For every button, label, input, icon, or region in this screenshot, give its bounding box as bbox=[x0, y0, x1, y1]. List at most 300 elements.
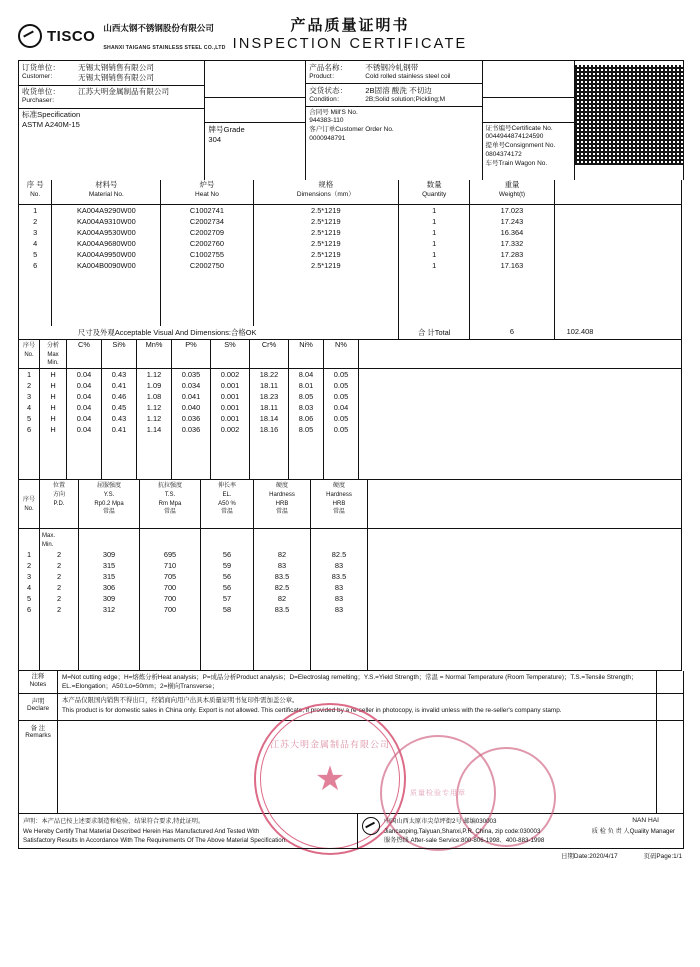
row-material: KA004A9680W00 bbox=[52, 238, 161, 249]
row-heat: C2002750 bbox=[161, 260, 253, 271]
condition-row bbox=[306, 84, 481, 107]
table-row bbox=[19, 205, 682, 217]
chem-ni: 8.05 bbox=[289, 391, 324, 402]
mech-no: 2 bbox=[19, 560, 40, 571]
table-row bbox=[19, 413, 682, 424]
chem-mn: 1.12 bbox=[137, 413, 172, 424]
mech-pd-l3: P.D. bbox=[53, 500, 65, 507]
row-dim: 2.5*1219 bbox=[253, 227, 399, 238]
quality-manager-label: 质 检 负 责 人Quality Manager bbox=[591, 827, 675, 835]
mech-no: 4 bbox=[19, 582, 40, 593]
footer-declare-cn: 声明：本产品已按上述要求制造和检验，结果符合要求,特此证明。 bbox=[23, 818, 205, 826]
row-dim: 2.5*1219 bbox=[253, 205, 399, 217]
chem-mn: 1.14 bbox=[137, 424, 172, 435]
mech-hrb2-l3: HRB bbox=[332, 500, 346, 507]
chem-type: H bbox=[40, 413, 67, 424]
row-material: KA004A9530W00 bbox=[52, 227, 161, 238]
row-no: 6 bbox=[19, 260, 52, 271]
mech-pd: 2 bbox=[40, 604, 79, 615]
row-qty: 1 bbox=[399, 205, 470, 217]
table-row bbox=[19, 560, 682, 571]
material-table-footer bbox=[19, 326, 682, 340]
mech-no: 3 bbox=[19, 571, 40, 582]
info-col-customer bbox=[19, 61, 205, 180]
row-no: 3 bbox=[19, 227, 52, 238]
mech-el-l1: 伸长率 bbox=[217, 482, 236, 489]
declare-text-cn: 本产品仅限国内销售不得出口，经销商向用户出具本质量证明书复印件需加盖公章。 bbox=[62, 697, 299, 705]
footer-service: 服务热线 After-sale Service:800-806-1998、400-883-1998 bbox=[384, 836, 545, 844]
mech-ys: 315 bbox=[79, 571, 140, 582]
cert-label: 证书编号Certificate No. bbox=[485, 124, 553, 132]
row-no: 5 bbox=[19, 249, 52, 260]
chem-ni: 8.05 bbox=[289, 424, 324, 435]
row-weight: 17.283 bbox=[470, 249, 554, 260]
date-value: 2020/4/17 bbox=[589, 853, 618, 861]
row-heat: C2002760 bbox=[161, 238, 253, 249]
spacer-row bbox=[19, 271, 682, 282]
receiver-label-en: Purchaser： bbox=[22, 97, 59, 105]
spacer-row bbox=[19, 626, 682, 637]
cert-value: 0044944874124590 bbox=[485, 133, 544, 141]
mill-value: 944383-110 bbox=[309, 117, 344, 125]
mill-order-row bbox=[306, 107, 481, 164]
mech-ts-l1: 抗拉强度 bbox=[157, 482, 182, 489]
tisco-logo bbox=[18, 18, 226, 54]
order-unit-value: 无锡太钢销售有限公司 bbox=[78, 62, 154, 72]
chem-s: 0.001 bbox=[211, 380, 250, 391]
chem-si: 0.43 bbox=[102, 368, 137, 380]
spec-row bbox=[19, 109, 204, 166]
qr-code bbox=[575, 65, 683, 165]
order-unit-row bbox=[19, 61, 204, 86]
chem-p: 0.041 bbox=[172, 391, 211, 402]
spacer-row bbox=[19, 304, 682, 315]
brand-name: TISCO bbox=[47, 27, 96, 45]
chem-el-3: P% bbox=[172, 340, 211, 368]
material-table bbox=[18, 180, 682, 340]
visual-dimension-result: 尺寸及外观Acceptable Visual And Dimensions:合格OK bbox=[52, 326, 399, 340]
chemical-table bbox=[18, 340, 682, 480]
table-row bbox=[19, 604, 682, 615]
mech-hrb2: 83.5 bbox=[311, 571, 368, 582]
chem-col-analysis-max: Max bbox=[47, 351, 59, 358]
condition-label-en: Condition： bbox=[309, 95, 344, 103]
chem-p: 0.035 bbox=[172, 368, 211, 380]
table-row bbox=[19, 549, 682, 560]
grade-value: 304 bbox=[208, 134, 222, 144]
mech-hrb2: 83 bbox=[311, 582, 368, 593]
chem-si: 0.41 bbox=[102, 424, 137, 435]
table-row bbox=[19, 582, 682, 593]
row-weight: 17.023 bbox=[470, 205, 554, 217]
mech-hrb1: 83.5 bbox=[254, 604, 311, 615]
chem-el-6: Ni% bbox=[289, 340, 324, 368]
mech-no: 5 bbox=[19, 593, 40, 604]
mech-el: 56 bbox=[201, 582, 254, 593]
chem-c: 0.04 bbox=[67, 391, 102, 402]
spacer-row bbox=[19, 468, 682, 480]
mech-ys: 312 bbox=[79, 604, 140, 615]
chem-n: 0.05 bbox=[324, 413, 359, 424]
chem-n: 0.05 bbox=[324, 424, 359, 435]
chem-no: 3 bbox=[19, 391, 40, 402]
col-heat-en: Heat No bbox=[195, 190, 219, 198]
chem-ni: 8.03 bbox=[289, 402, 324, 413]
info-col-cert bbox=[483, 61, 575, 180]
footer-declare-en2: Satisfactory Results In Accordance With The Requirements Of The Above Material Specification. bbox=[23, 836, 287, 844]
info-col-product bbox=[306, 61, 482, 180]
chem-el-7: N% bbox=[324, 340, 359, 368]
notes-text: M=Not cutting edge；H=熔炼分析Heat analysis；P=成品分析Product analysis；D=Electroslag remelting；Y.S.=Yield Strength；常温 = Normal Temperature (Room Temperature)；T.S.=Tensile Strength；EL.=Elongation；A50:Lo=50mm；2=横向Transverse； bbox=[62, 673, 638, 691]
row-qty: 1 bbox=[399, 260, 470, 271]
grade-blank-top bbox=[205, 61, 305, 98]
mech-pd: 2 bbox=[40, 560, 79, 571]
mechanical-table bbox=[18, 480, 682, 671]
table-row bbox=[19, 424, 682, 435]
chem-cr: 18.23 bbox=[250, 391, 289, 402]
customer-order-value: 0000948791 bbox=[309, 134, 346, 142]
mech-min-label: Min. bbox=[42, 541, 54, 548]
row-weight: 17.332 bbox=[470, 238, 554, 249]
chem-cr: 18.11 bbox=[250, 402, 289, 413]
grade-label: 牌号Grade bbox=[208, 124, 245, 134]
chem-el-2: Mn% bbox=[137, 340, 172, 368]
cert-blank-top bbox=[483, 61, 574, 98]
wagon-label: 车号Train Wagon No. bbox=[485, 159, 548, 167]
table-row bbox=[19, 227, 682, 238]
remarks-block bbox=[18, 721, 684, 814]
col-qty-en: Quantity bbox=[422, 190, 447, 198]
chem-el-4: S% bbox=[211, 340, 250, 368]
chem-no: 2 bbox=[19, 380, 40, 391]
chem-type: H bbox=[40, 368, 67, 380]
table-row bbox=[19, 391, 682, 402]
table-row bbox=[19, 216, 682, 227]
col-no-cn: 序 号 bbox=[26, 180, 44, 189]
col-heat-cn: 炉号 bbox=[199, 180, 215, 189]
mech-hrb2: 83 bbox=[311, 604, 368, 615]
mech-no: 6 bbox=[19, 604, 40, 615]
mech-pd-l1: 位置 bbox=[52, 482, 65, 489]
chem-cr: 18.11 bbox=[250, 380, 289, 391]
mech-hrb1-l3: HRB bbox=[275, 500, 289, 507]
material-table-header bbox=[19, 180, 682, 205]
chem-s: 0.001 bbox=[211, 391, 250, 402]
row-weight: 17.163 bbox=[470, 260, 554, 271]
table-row bbox=[19, 249, 682, 260]
chem-cr: 18.16 bbox=[250, 424, 289, 435]
chem-mn: 1.09 bbox=[137, 380, 172, 391]
chem-el-5: Cr% bbox=[250, 340, 289, 368]
spacer-row bbox=[19, 615, 682, 626]
seal-star-icon: ★ bbox=[314, 760, 346, 799]
chem-c: 0.04 bbox=[67, 380, 102, 391]
chem-p: 0.036 bbox=[172, 413, 211, 424]
order-info-block bbox=[18, 60, 684, 180]
mech-hrb2-l1: 硬度 bbox=[332, 482, 345, 489]
mech-hrb1: 82.5 bbox=[254, 582, 311, 593]
chem-mn: 1.12 bbox=[137, 402, 172, 413]
chem-c: 0.04 bbox=[67, 402, 102, 413]
grade-blank-mid bbox=[205, 98, 305, 123]
chem-s: 0.002 bbox=[211, 368, 250, 380]
mech-ts: 700 bbox=[140, 582, 201, 593]
row-qty: 1 bbox=[399, 227, 470, 238]
mech-ys: 309 bbox=[79, 549, 140, 560]
chem-s: 0.001 bbox=[211, 413, 250, 424]
seal-company-text: 江苏大明金属制品有限公司 bbox=[269, 739, 390, 750]
grade-row bbox=[205, 123, 305, 180]
product-label-cn: 产品名称： bbox=[309, 62, 348, 72]
mech-el: 57 bbox=[201, 593, 254, 604]
mech-hrb2: 83 bbox=[311, 560, 368, 571]
chem-col-no-cn: 序号 bbox=[22, 343, 35, 349]
product-label-en: Product： bbox=[309, 72, 339, 80]
chem-col-no-en: No. bbox=[24, 351, 34, 358]
chem-p: 0.034 bbox=[172, 380, 211, 391]
page-field bbox=[644, 851, 682, 860]
date-field bbox=[561, 851, 618, 860]
mech-ts: 700 bbox=[140, 604, 201, 615]
chem-n: 0.05 bbox=[324, 391, 359, 402]
cert-blank-mid bbox=[483, 98, 574, 123]
cert-row bbox=[483, 123, 574, 180]
mech-pd: 2 bbox=[40, 593, 79, 604]
page-label: 页码Page: bbox=[643, 853, 674, 861]
footer-block bbox=[18, 814, 684, 849]
row-dim: 2.5*1219 bbox=[253, 216, 399, 227]
consignment-label: 提单号Consignment No. bbox=[485, 142, 556, 150]
chem-no: 5 bbox=[19, 413, 40, 424]
title-cn: 产品质量证明书 bbox=[290, 17, 410, 34]
order-unit-label-cn: 订货单位： bbox=[22, 62, 60, 72]
condition-value-cn: 2B固溶 酸洗 不切边 bbox=[365, 85, 432, 95]
total-weight: 102.408 bbox=[566, 327, 594, 336]
receiver-row bbox=[19, 86, 204, 109]
mech-hrb1: 82 bbox=[254, 549, 311, 560]
notes-label bbox=[19, 671, 58, 694]
mech-pd-l2: 方向 bbox=[52, 491, 65, 498]
row-qty: 1 bbox=[399, 216, 470, 227]
mech-ts: 710 bbox=[140, 560, 201, 571]
notes-label-cn: 注释 bbox=[31, 672, 45, 680]
table-row bbox=[19, 402, 682, 413]
chem-ni: 8.01 bbox=[289, 380, 324, 391]
mech-ts-l2: T.S. bbox=[164, 491, 176, 498]
page-value: 1/1 bbox=[673, 853, 682, 861]
tisco-mark-icon bbox=[18, 24, 42, 48]
notes-block bbox=[18, 671, 684, 695]
mech-pd: 2 bbox=[40, 549, 79, 560]
row-no: 2 bbox=[19, 216, 52, 227]
mech-el: 56 bbox=[201, 549, 254, 560]
chem-no: 6 bbox=[19, 424, 40, 435]
row-heat: C2002734 bbox=[161, 216, 253, 227]
mech-hrb1-l1: 硬度 bbox=[275, 482, 288, 489]
mech-el-l2: EL. bbox=[222, 491, 232, 498]
mech-no: 1 bbox=[19, 549, 40, 560]
mech-el-l4: 常温 bbox=[220, 509, 233, 516]
col-qty-cn: 数量 bbox=[426, 180, 442, 189]
chem-c: 0.04 bbox=[67, 424, 102, 435]
mech-ys: 309 bbox=[79, 593, 140, 604]
title-en: INSPECTION CERTIFICATE bbox=[232, 36, 468, 52]
footer-addr-en: Jiancaoping,Taiyuan,Shanxi,P.R. China, zip code:030003 bbox=[384, 827, 541, 835]
row-material: KA004A9950W00 bbox=[52, 249, 161, 260]
chem-ni: 8.04 bbox=[289, 368, 324, 380]
row-qty: 1 bbox=[399, 238, 470, 249]
chem-c: 0.04 bbox=[67, 368, 102, 380]
spacer-row bbox=[19, 435, 682, 446]
col-weight-en: Weight(t) bbox=[498, 190, 526, 198]
remarks-right-spacer bbox=[656, 721, 683, 813]
mech-ys-l1: 屈服强度 bbox=[96, 482, 121, 489]
row-no: 1 bbox=[19, 205, 52, 217]
mech-hrb2-l4: 常温 bbox=[332, 509, 345, 516]
mech-hrb1: 83.5 bbox=[254, 571, 311, 582]
table-row bbox=[19, 593, 682, 604]
chem-n: 0.05 bbox=[324, 380, 359, 391]
mech-el: 59 bbox=[201, 560, 254, 571]
mech-hrb1: 82 bbox=[254, 593, 311, 604]
order-unit-value-2: 无锡太钢销售有限公司 bbox=[78, 72, 154, 82]
declare-text-en: This product is for domestic sales in China only. Export is not allowed. This certificate, if provided by a re-seller in photocopy, is invalid unless with the re-seller's company stamp. bbox=[62, 706, 562, 714]
info-col-qrcode bbox=[575, 61, 683, 180]
col-material-cn: 材料号 bbox=[95, 180, 118, 189]
chem-si: 0.41 bbox=[102, 380, 137, 391]
table-row bbox=[19, 238, 682, 249]
mech-hrb1-l2: Hardness bbox=[269, 491, 295, 498]
row-material: KA004A9310W00 bbox=[52, 216, 161, 227]
chem-cr: 18.22 bbox=[250, 368, 289, 380]
spacer-row bbox=[19, 282, 682, 293]
chem-mn: 1.12 bbox=[137, 368, 172, 380]
row-material: KA004A9290W00 bbox=[52, 205, 161, 217]
spacer-row bbox=[19, 637, 682, 648]
product-value-en: Cold rolled stainless steel coil bbox=[365, 72, 451, 80]
mechanical-table-header bbox=[19, 480, 682, 529]
mech-hrb2: 82.5 bbox=[311, 549, 368, 560]
table-row bbox=[19, 260, 682, 271]
chem-type: H bbox=[40, 391, 67, 402]
notes-right-spacer bbox=[656, 671, 683, 694]
row-weight: 17.243 bbox=[470, 216, 554, 227]
chem-si: 0.46 bbox=[102, 391, 137, 402]
chem-p: 0.040 bbox=[172, 402, 211, 413]
chem-si: 0.43 bbox=[102, 413, 137, 424]
total-qty: 6 bbox=[470, 326, 554, 340]
declare-right-spacer bbox=[656, 694, 683, 720]
chem-col-analysis-cn: 分析 bbox=[46, 343, 59, 349]
mech-el-l3: A50 % bbox=[218, 500, 236, 507]
footer-declare-en1: We Hereby Certify That Material Described Herein Has Manufactured And Tested With bbox=[23, 827, 260, 835]
chemical-table-header bbox=[19, 340, 682, 368]
chem-el-1: Si% bbox=[102, 340, 137, 368]
spacer-row bbox=[19, 315, 682, 326]
receiver-value: 江苏大明金属制品有限公司 bbox=[78, 87, 170, 96]
remarks-body bbox=[58, 721, 656, 813]
mech-pd: 2 bbox=[40, 582, 79, 593]
col-material-en: Material No. bbox=[88, 190, 124, 198]
mech-hrb1-l4: 常温 bbox=[275, 509, 288, 516]
remarks-label-en: Remarks bbox=[25, 732, 51, 740]
chem-n: 0.05 bbox=[324, 368, 359, 380]
row-no: 4 bbox=[19, 238, 52, 249]
mech-ys-l2: Y.S. bbox=[103, 491, 115, 498]
mech-hrb1: 83 bbox=[254, 560, 311, 571]
spec-label: 标准Specification bbox=[22, 110, 81, 120]
chem-type: H bbox=[40, 380, 67, 391]
product-row bbox=[306, 61, 481, 84]
mech-max-label: Max. bbox=[42, 532, 56, 539]
chem-n: 0.04 bbox=[324, 402, 359, 413]
footer-declaration bbox=[19, 814, 358, 848]
notes-label-en: Notes bbox=[29, 680, 47, 688]
row-dim: 2.5*1219 bbox=[253, 260, 399, 271]
chem-c: 0.04 bbox=[67, 413, 102, 424]
mech-ys-l4: 常温 bbox=[102, 509, 115, 516]
row-material: KA004B0090W00 bbox=[52, 260, 161, 271]
chem-p: 0.036 bbox=[172, 424, 211, 435]
company-name-en: SHANXI TAIGANG STAINLESS STEEL CO.,LTD bbox=[103, 45, 226, 51]
condition-label-cn: 交货状态： bbox=[309, 85, 348, 95]
row-dim: 2.5*1219 bbox=[253, 238, 399, 249]
col-dim-en: Dimensions（mm） bbox=[296, 190, 355, 198]
mech-el: 56 bbox=[201, 571, 254, 582]
chem-mn: 1.08 bbox=[137, 391, 172, 402]
remarks-label-cn: 备 注 bbox=[30, 725, 46, 733]
chem-no: 1 bbox=[19, 368, 40, 380]
mech-ts: 705 bbox=[140, 571, 201, 582]
spacer-row bbox=[19, 293, 682, 304]
date-label: 日期Date: bbox=[561, 853, 590, 861]
row-heat: C1002755 bbox=[161, 249, 253, 260]
product-value-cn: 不锈钢冷轧钢带 bbox=[365, 62, 419, 72]
declare-label-cn: 声明 bbox=[31, 698, 45, 706]
table-row bbox=[19, 368, 682, 380]
footer-contact bbox=[358, 814, 683, 848]
mech-ts-l3: Rm Mpa bbox=[158, 500, 182, 507]
spacer-row bbox=[19, 446, 682, 457]
col-dim-cn: 规格 bbox=[318, 180, 334, 189]
receiver-label-cn: 收货单位： bbox=[22, 87, 60, 96]
chem-ni: 8.06 bbox=[289, 413, 324, 424]
mech-ts: 700 bbox=[140, 593, 201, 604]
remarks-label bbox=[19, 721, 58, 813]
seal-secondary-text: 质量检验专用章 bbox=[410, 790, 466, 798]
chem-type: H bbox=[40, 402, 67, 413]
mech-pd: 2 bbox=[40, 571, 79, 582]
mill-label: 合同号 Mill'S No. bbox=[309, 108, 358, 116]
company-name-cn: 山西太钢不锈钢股份有限公司 bbox=[103, 23, 214, 33]
order-unit-label-en: Customer： bbox=[22, 72, 57, 80]
row-heat: C1002741 bbox=[161, 205, 253, 217]
chem-cr: 18.14 bbox=[250, 413, 289, 424]
chem-s: 0.002 bbox=[211, 424, 250, 435]
total-label: 合 计Total bbox=[399, 326, 470, 340]
chem-s: 0.001 bbox=[211, 402, 250, 413]
row-weight: 16.364 bbox=[470, 227, 554, 238]
mech-hrb2: 83 bbox=[311, 593, 368, 604]
footer-addr-cn: 中国山西太原市尖草坪街2号 邮编030003 bbox=[384, 818, 497, 826]
tisco-footer-icon bbox=[362, 817, 380, 835]
signer-name: NAN HAI bbox=[632, 817, 659, 825]
col-no-en: No. bbox=[30, 190, 41, 198]
consignment-value: 0804374172 bbox=[485, 150, 522, 158]
chem-type: H bbox=[40, 424, 67, 435]
mech-hrb2-l2: Hardness bbox=[326, 491, 352, 498]
info-col-grade bbox=[205, 61, 306, 180]
